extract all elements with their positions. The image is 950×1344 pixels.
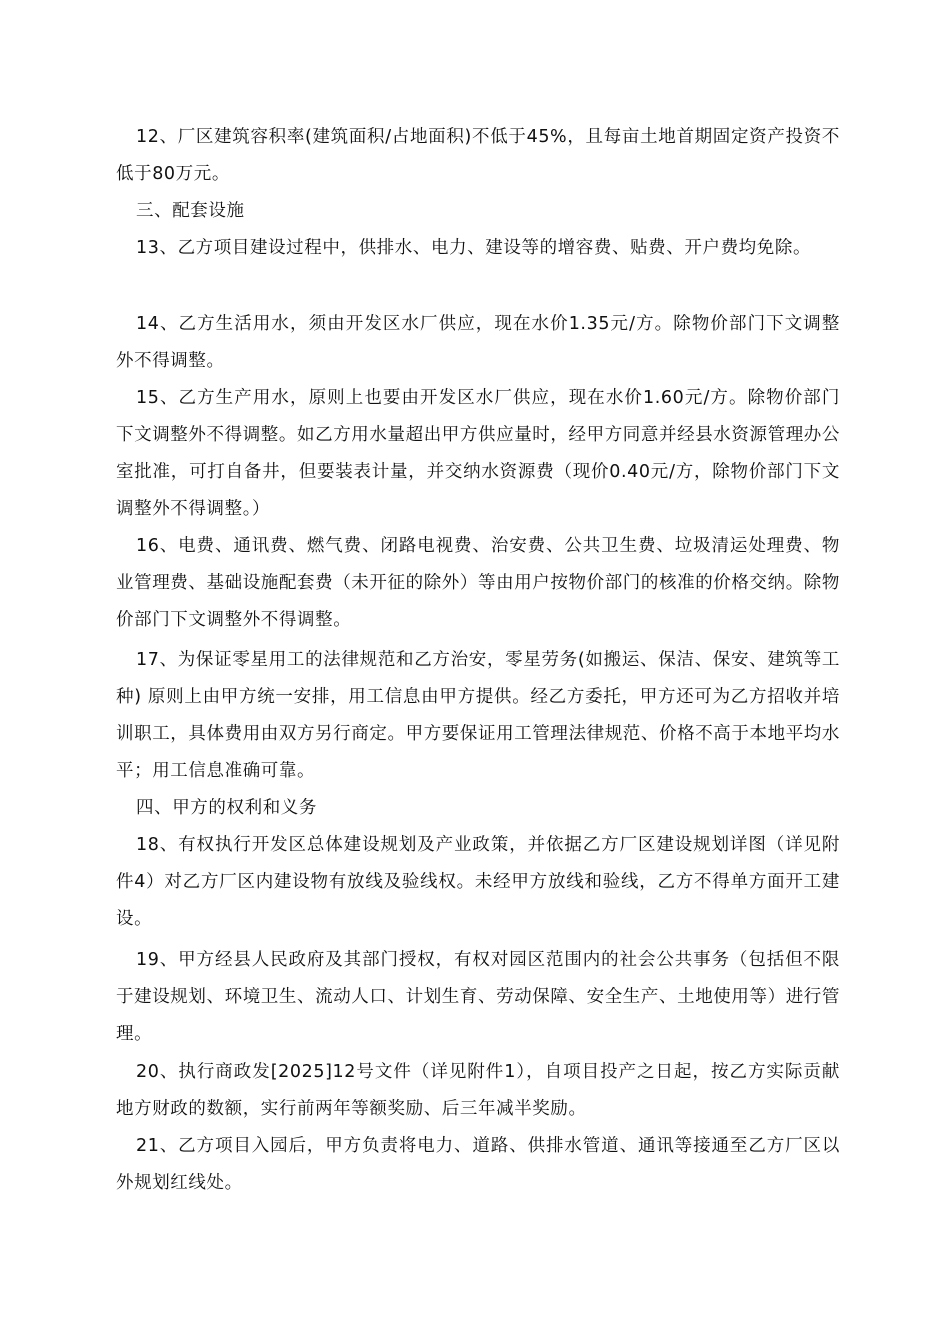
section-heading-supporting-facilities: 三、配套设施 <box>136 201 245 221</box>
paragraph-21: 21、乙方项目入园后，甲方负责将电力、道路、供排水管道、通讯等接通至乙方厂区以外规划红线处。 <box>116 1136 840 1193</box>
paragraph-19: 19、甲方经县人民政府及其部门授权，有权对园区范围内的社会公共事务（包括但不限于建设规划、环境卫生、流动人口、计划生育、劳动保障、安全生产、土地使用等）进行管理。 <box>116 950 840 1044</box>
paragraph-16: 16、电费、通讯费、燃气费、闭路电视费、治安费、公共卫生费、垃圾清运处理费、物业管理费、基础设施配套费（未开征的除外）等由用户按物价部门的核准的价格交纳。除物价部门下文调整外不得调整。 <box>116 536 840 630</box>
section-heading-party-a-rights: 四、甲方的权利和义务 <box>136 798 317 818</box>
paragraph-13: 13、乙方项目建设过程中，供排水、电力、建设等的增容费、贴费、开户费均免除。 <box>136 238 812 258</box>
paragraph-14: 14、乙方生活用水，须由开发区水厂供应，现在水价1.35元/方。除物价部门下文调整外不得调整。 <box>116 314 840 371</box>
paragraph-18: 18、有权执行开发区总体建设规划及产业政策，并依据乙方厂区建设规划详图（详见附件4）对乙方厂区内建设物有放线及验线权。未经甲方放线和验线，乙方不得单方面开工建设。 <box>116 835 840 929</box>
paragraph-15: 15、乙方生产用水，原则上也要由开发区水厂供应，现在水价1.60元/方。除物价部门下文调整外不得调整。如乙方用水量超出甲方供应量时，经甲方同意并经县水资源管理办公室批准，可打自备井，但要装表计量，并交纳水资源费（现价0.40元/方，除物价部门下文调整外不得调整。） <box>116 388 840 519</box>
paragraph-17: 17、为保证零星用工的法律规范和乙方治安，零星劳务(如搬运、保洁、保安、建筑等工种) 原则上由甲方统一安排，用工信息由甲方提供。经乙方委托，甲方还可为乙方招收并培训职工，具体费用由双方另行商定。甲方要保证用工管理法律规范、价格不高于本地平均水平；用工信息准确可靠。 <box>116 650 840 781</box>
paragraph-12: 12、厂区建筑容积率(建筑面积/占地面积)不低于45%，且每亩土地首期固定资产投资不低于80万元。 <box>116 127 840 184</box>
paragraph-20: 20、执行商政发[2025]12号文件（详见附件1），自项目投产之日起，按乙方实际贡献地方财政的数额，实行前两年等额奖励、后三年减半奖励。 <box>116 1062 840 1119</box>
